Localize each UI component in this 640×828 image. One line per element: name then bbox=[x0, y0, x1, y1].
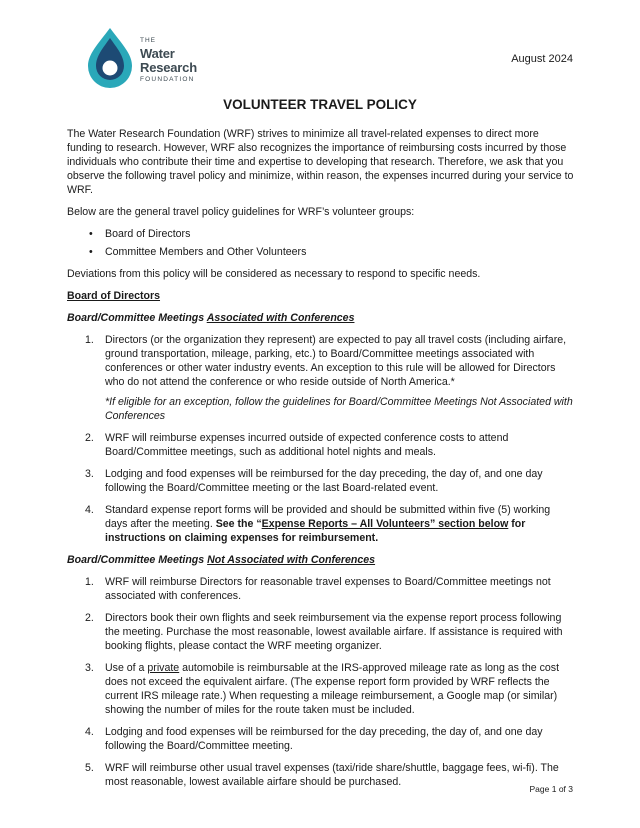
wrf-logo bbox=[84, 26, 204, 90]
item-number: 4. bbox=[85, 726, 94, 738]
item4-text: Standard expense report forms will be provided and should be submitted within five (5) working days after the meeting. bbox=[105, 504, 551, 530]
logo-research: Research bbox=[140, 59, 197, 75]
item-text: WRF will reimburse expenses incurred outside of expected conference costs to attend Board/Committee meetings, such as additional hotel nights and meals. bbox=[105, 432, 509, 458]
not-associated-heading-underlined: Not Associated with Conferences bbox=[207, 554, 376, 566]
item-text: WRF will reimburse other usual travel expenses (taxi/ride share/shuttle, baggage fees, wi-fi). The most reasonable, lowest available airfare should be purchased. bbox=[105, 762, 559, 788]
item-number: 2. bbox=[85, 432, 94, 444]
list-item bbox=[67, 333, 575, 423]
list-item bbox=[67, 761, 575, 789]
page-title: VOLUNTEER TRAVEL POLICY bbox=[223, 97, 417, 112]
item3-prefix: Use of a bbox=[105, 662, 148, 674]
logo-water: Water bbox=[140, 45, 175, 61]
item-text: Directors (or the organization they represent) are expected to pay all travel costs (including airfare, ground transportation, mileage, parking, etc.) to Board/Committee meetings associated with conferences or other water industry events. An exception to this rule will be allowed for Directors who do not attend the conference or who reside outside of North America.* bbox=[105, 334, 567, 388]
item-number: 3. bbox=[85, 468, 94, 480]
list-item: • Board of Directors bbox=[67, 227, 575, 241]
item3-underlined: private bbox=[147, 662, 180, 674]
list-item bbox=[67, 575, 575, 603]
associated-heading-prefix: Board/Committee Meetings bbox=[67, 312, 207, 324]
list-item bbox=[67, 503, 575, 545]
expense-reports-link[interactable]: Expense Reports – All Volunteers” section below bbox=[261, 518, 509, 530]
list-item bbox=[67, 431, 575, 459]
board-heading: Board of Directors bbox=[67, 290, 161, 302]
item-text bbox=[105, 503, 575, 545]
item-number: 1. bbox=[85, 576, 94, 588]
logo-wordmark bbox=[140, 38, 197, 83]
item-number: 5. bbox=[85, 762, 94, 774]
not-associated-heading-prefix: Board/Committee Meetings bbox=[67, 554, 208, 566]
list-item bbox=[67, 467, 575, 495]
intro-paragraph: The Water Research Foundation (WRF) strives to minimize all travel-related expenses to direct more funding to research. However, WRF also recognizes the importance of reimbursing costs incurred by those individuals who contribute their time and expertise to developing that research. Therefore, we ask that you observe the following travel policy and minimize, within reason, the expenses incurred during your service to WRF. bbox=[67, 128, 574, 196]
item4-bold-b: for instructions on claiming expenses for reimbursement. bbox=[105, 518, 526, 544]
document-date: August 2024 bbox=[511, 53, 573, 65]
exception-note: *If eligible for an exception, follow the guidelines for Board/Committee Meetings Not Associated with Conferences bbox=[105, 396, 573, 422]
item-text: Lodging and food expenses will be reimbursed for the day preceding, the day of, and one day following the Board/Committee meeting or the last Board-related event. bbox=[105, 468, 543, 494]
item-number: 2. bbox=[85, 612, 94, 624]
item-text: WRF will reimburse Directors for reasonable travel expenses to Board/Committee meetings not associated with conferences. bbox=[105, 576, 551, 602]
item4-bold-a: See the “ bbox=[215, 518, 262, 530]
list-item bbox=[67, 661, 575, 717]
associated-heading bbox=[67, 311, 575, 325]
list-item bbox=[67, 611, 575, 653]
group-list bbox=[67, 227, 575, 259]
item-number: 3. bbox=[85, 662, 94, 674]
item-text bbox=[105, 661, 575, 717]
list-item: • Committee Members and Other Volunteers bbox=[67, 245, 575, 259]
page-number: Page 1 of 3 bbox=[529, 784, 573, 794]
item-text: Directors book their own flights and seek reimbursement via the expense report process following the meeting. Purchase the most reasonable, lowest available airfare. If assistance is required with booking flights, please contact the WRF meeting organizer. bbox=[105, 612, 563, 652]
logo-the: THE bbox=[140, 37, 156, 44]
water-drop-icon bbox=[84, 26, 136, 90]
item-number: 1. bbox=[85, 334, 94, 346]
item-text: Lodging and food expenses will be reimbursed for the day preceding, the day of, and one day following the Board/Committee meeting. bbox=[105, 726, 543, 752]
logo-foundation: FOUNDATION bbox=[140, 75, 195, 83]
associated-heading-underlined: Associated with Conferences bbox=[206, 312, 355, 324]
list-item bbox=[67, 725, 575, 753]
deviations-paragraph: Deviations from this policy will be considered as necessary to respond to specific needs. bbox=[67, 268, 481, 280]
item3-rest: automobile is reimbursable at the IRS-approved mileage rate as long as the cost does not exceed the equivalent airfare. (The expense report form provided by WRF reflects the current IRS mileage rate.) When requesting a mileage reimbursement, a Google map (or similar) showing the number of miles for the route taken must be included. bbox=[105, 662, 560, 716]
item-number: 4. bbox=[85, 504, 94, 516]
document-body bbox=[67, 127, 575, 797]
not-associated-heading bbox=[67, 553, 575, 567]
guidelines-intro: Below are the general travel policy guidelines for WRF’s volunteer groups: bbox=[67, 206, 415, 218]
